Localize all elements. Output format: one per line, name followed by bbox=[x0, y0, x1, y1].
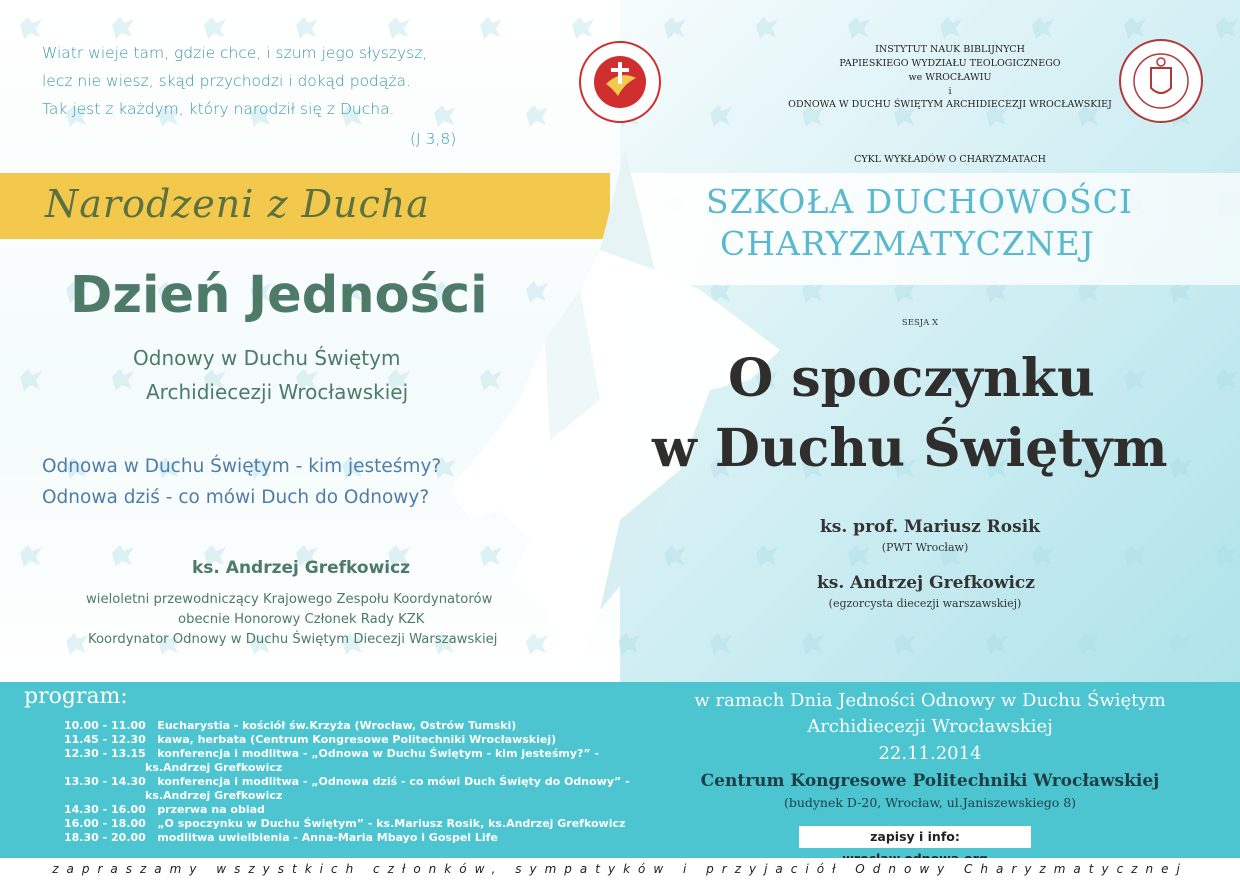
background-dove-icon bbox=[1032, 17, 1054, 39]
background-dove-icon bbox=[756, 17, 778, 39]
speaker-desc-2: obecnie Honorowy Członek Rady KZK bbox=[178, 612, 425, 627]
event-info-line-1: w ramach Dnia Jedności Odnowy w Duchu Świętym bbox=[694, 690, 1166, 711]
program-time: 12.30 - 13.15 bbox=[64, 747, 146, 760]
session-number: SESJA X bbox=[901, 318, 939, 328]
background-dove-icon bbox=[20, 17, 42, 39]
program-time: 10.00 - 11.00 bbox=[64, 719, 146, 732]
program-time: 11.45 - 12.30 bbox=[64, 733, 146, 746]
program-item bbox=[64, 747, 599, 760]
right-speaker-1-name: ks. prof. Mariusz Rosik bbox=[820, 517, 1040, 537]
background-dove-icon bbox=[1216, 545, 1238, 567]
background-dove-icon bbox=[1032, 545, 1054, 567]
background-dove-icon bbox=[1170, 633, 1192, 655]
program-label: program: bbox=[24, 684, 128, 709]
event-info-line-2: Archidiecezji Wrocławskiej bbox=[807, 716, 1053, 737]
background-dove-icon bbox=[1124, 17, 1146, 39]
institution-line-1: INSTYTUT NAUK BIBLIJNYCH bbox=[875, 44, 1025, 55]
question-2: Odnowa dziś - co mówi Duch do Odnowy? bbox=[42, 487, 430, 508]
background-dove-icon bbox=[710, 105, 732, 127]
subtitle-line-2: Archidiecezji Wrocławskiej bbox=[146, 380, 409, 404]
institution-line-5: ODNOWA W DUCHU ŚWIĘTYM ARCHIDIECEZJI WROCŁAWSKIEJ bbox=[788, 99, 1112, 110]
background-dove-icon bbox=[1078, 633, 1100, 655]
program-desc: przerwa na obiad bbox=[157, 803, 265, 816]
institution-line-4: i bbox=[948, 86, 952, 97]
registration-link[interactable]: zapisy i info: bbox=[799, 826, 1031, 848]
program-desc: modlitwa uwielbienia - Anna-Maria Mbayo i Gospel Life bbox=[157, 831, 498, 844]
background-dove-icon bbox=[572, 17, 594, 39]
program-item bbox=[64, 831, 498, 844]
speaker-desc-3: Koordynator Odnowy w Duchu Świętym Diecezji Warszawskiej bbox=[88, 632, 498, 647]
background-dove-icon bbox=[112, 545, 134, 567]
venue-address: (budynek D-20, Wrocław, ul.Janiszewskiego 8) bbox=[783, 795, 1077, 810]
background-dove-icon bbox=[112, 369, 134, 391]
background-dove-icon bbox=[940, 17, 962, 39]
question-1: Odnowa w Duchu Świętym - kim jesteśmy? bbox=[42, 456, 442, 477]
subtitle-line-1: Odnowy w Duchu Świętym bbox=[133, 346, 401, 370]
background-dove-icon bbox=[664, 17, 686, 39]
program-item bbox=[64, 719, 516, 732]
program-item bbox=[64, 775, 630, 788]
dove-illustration bbox=[450, 140, 780, 680]
institution-line-2: PAPIESKIEGO WYDZIAŁU TEOLOGICZNEGO bbox=[839, 58, 1061, 69]
left-speaker-name: ks. Andrzej Grefkowicz bbox=[192, 558, 411, 578]
quote-line-3: Tak jest z każdym, który narodził się z Ducha. bbox=[42, 100, 395, 118]
footer-invitation: zapraszamy wszystkich członków, sympatyków i przyjaciół Odnowy Charyzmatycznej bbox=[52, 862, 1188, 876]
background-dove-icon bbox=[66, 633, 88, 655]
event-title: Dzień Jedności bbox=[70, 266, 488, 325]
program-time: 16.00 - 18.00 bbox=[64, 817, 146, 830]
program-desc-continued: ks.Andrzej Grefkowicz bbox=[145, 789, 283, 802]
lecture-title-line-1: O spoczynku bbox=[728, 348, 1095, 409]
lecture-title-line-2: w Duchu Świętym bbox=[652, 418, 1168, 479]
slogan: Narodzeni z Ducha bbox=[45, 182, 430, 226]
venue-name: Centrum Kongresowe Politechniki Wrocławskiej bbox=[700, 771, 1160, 791]
program-desc: Eucharystia - kościół św.Krzyża (Wrocław, Ostrów Tumski) bbox=[157, 719, 517, 732]
background-dove-icon bbox=[20, 545, 42, 567]
program-time: 18.30 - 20.00 bbox=[64, 831, 146, 844]
speaker-desc-1: wieloletni przewodniczący Krajowego Zespołu Koordynatorów bbox=[86, 592, 493, 607]
background-dove-icon bbox=[526, 105, 548, 127]
background-dove-icon bbox=[434, 105, 456, 127]
program-item bbox=[64, 733, 556, 746]
program-time: 13.30 - 14.30 bbox=[64, 775, 146, 788]
program-desc: konferencja i modlitwa - „Odnowa dziś - co mówi Duch Święty do Odnowy” - bbox=[157, 775, 630, 788]
program-time: 14.30 - 16.00 bbox=[64, 803, 146, 816]
background-dove-icon bbox=[894, 633, 916, 655]
background-dove-icon bbox=[1124, 545, 1146, 567]
quote-line-2: lecz nie wiesz, skąd przychodzi i dokąd podąża. bbox=[42, 72, 411, 90]
background-dove-icon bbox=[802, 633, 824, 655]
program-desc-continued: ks.Andrzej Grefkowicz bbox=[145, 761, 283, 774]
school-title-line-1: SZKOŁA DUCHOWOŚCI bbox=[706, 182, 1133, 221]
lecture-series: CYKL WYKŁADÓW O CHARYZMATACH bbox=[854, 154, 1046, 165]
quote-reference: (J 3,8) bbox=[410, 130, 457, 148]
right-speaker-1-affiliation: (PWT Wrocław) bbox=[881, 541, 969, 554]
program-item bbox=[64, 817, 625, 830]
program-desc: „O spoczynku w Duchu Świętym” - ks.Mariusz Rosik, ks.Andrzej Grefkowicz bbox=[157, 817, 626, 830]
background-dove-icon bbox=[296, 17, 318, 39]
school-title-line-2: CHARYZMATYCZNEJ bbox=[720, 224, 1095, 263]
faculty-seal bbox=[1118, 38, 1204, 124]
event-date: 22.11.2014 bbox=[878, 743, 982, 764]
right-speaker-2-name: ks. Andrzej Grefkowicz bbox=[817, 573, 1035, 593]
background-dove-icon bbox=[388, 17, 410, 39]
background-dove-icon bbox=[1124, 369, 1146, 391]
background-dove-icon bbox=[1216, 17, 1238, 39]
background-dove-icon bbox=[204, 17, 226, 39]
background-dove-icon bbox=[112, 17, 134, 39]
background-dove-icon bbox=[848, 17, 870, 39]
renewal-logo bbox=[578, 40, 662, 124]
institution-line-3: we WROCŁAWIU bbox=[908, 72, 992, 83]
background-dove-icon bbox=[1170, 457, 1192, 479]
background-dove-icon bbox=[480, 17, 502, 39]
quote-line-1: Wiatr wieje tam, gdzie chce, i szum jego słyszysz, bbox=[42, 44, 428, 62]
program-desc: konferencja i modlitwa - „Odnowa w Duchu Świętym - kim jesteśmy?” - bbox=[157, 747, 600, 760]
background-dove-icon bbox=[1216, 369, 1238, 391]
program-item bbox=[64, 803, 265, 816]
background-dove-icon bbox=[986, 633, 1008, 655]
background-dove-icon bbox=[20, 369, 42, 391]
program-desc: kawa, herbata (Centrum Kongresowe Politechniki Wrocławskiej) bbox=[157, 733, 557, 746]
right-speaker-2-affiliation: (egzorcysta diecezji warszawskiej) bbox=[828, 597, 1022, 610]
